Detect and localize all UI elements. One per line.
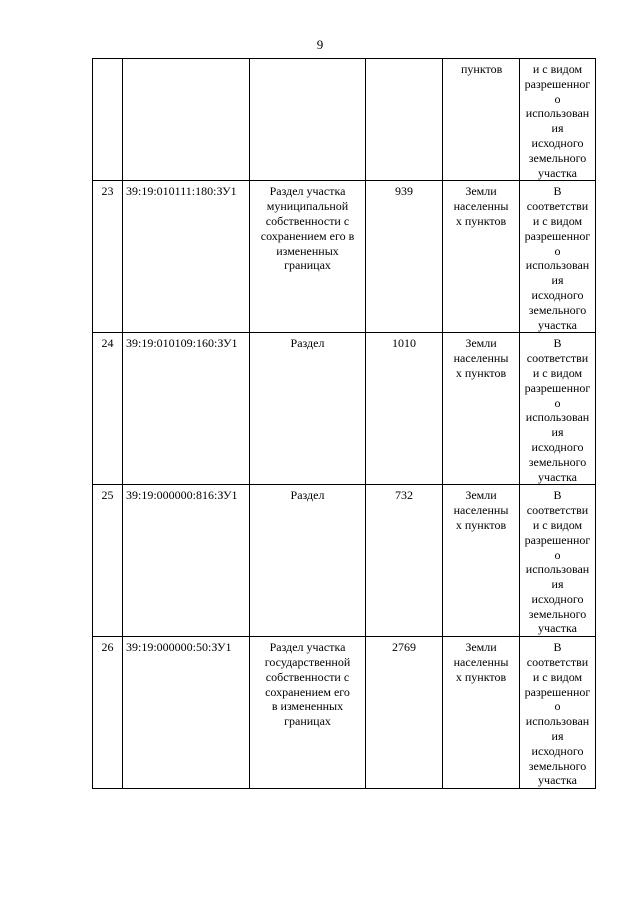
permitted-use-cell-text: В соответстви и с видом разрешенног о использован ия исходного земельного участка [524, 336, 591, 484]
area-cell [366, 181, 443, 333]
area-cell [366, 485, 443, 637]
cadastral-number-cell-text: 39:19:000000:816:ЗУ1 [126, 488, 238, 503]
cadastral-number-cell-text: 39:19:000000:50:ЗУ1 [126, 640, 232, 655]
description-cell [250, 181, 366, 333]
land-category-cell [443, 333, 520, 485]
area-cell [366, 59, 443, 181]
land-category-cell [443, 485, 520, 637]
cadastral-number-cell [123, 485, 250, 637]
table-body [93, 59, 596, 789]
area-cell-text: 1010 [392, 336, 416, 351]
permitted-use-cell [520, 181, 596, 333]
row-number-cell [93, 59, 123, 181]
land-category-cell-text: Земли населенны х пунктов [453, 488, 509, 532]
land-category-cell-text: Земли населенны х пунктов [453, 184, 509, 228]
row-number-cell [93, 485, 123, 637]
table-row [93, 637, 596, 789]
land-category-cell-text: Земли населенны х пунктов [453, 640, 509, 684]
table-row [93, 485, 596, 637]
description-cell-text: Раздел участка государственной собственности с сохранением его в измененных границах [264, 640, 351, 729]
row-number-cell-text: 25 [101, 488, 114, 503]
land-plots-table [92, 58, 596, 789]
description-cell [250, 637, 366, 789]
description-cell [250, 485, 366, 637]
land-category-cell [443, 637, 520, 789]
permitted-use-cell [520, 59, 596, 181]
area-cell-text: 2769 [392, 640, 416, 655]
row-number-cell [93, 333, 123, 485]
area-cell-text: 939 [395, 184, 413, 199]
page-number: 9 [316, 37, 324, 52]
permitted-use-cell-text: В соответстви и с видом разрешенног о использован ия исходного земельного участка [524, 184, 591, 332]
table-row [93, 333, 596, 485]
land-category-cell-text: Земли населенны х пунктов [453, 336, 509, 380]
permitted-use-cell-text: В соответстви и с видом разрешенног о использован ия исходного земельного участка [524, 488, 591, 636]
area-cell-text: 732 [395, 488, 413, 503]
cadastral-number-cell [123, 59, 250, 181]
description-cell [250, 333, 366, 485]
permitted-use-cell-text: В соответстви и с видом разрешенног о использован ия исходного земельного участка [524, 640, 591, 788]
permitted-use-cell [520, 637, 596, 789]
cadastral-number-cell [123, 181, 250, 333]
cadastral-number-cell [123, 333, 250, 485]
row-number-cell [93, 181, 123, 333]
cadastral-number-cell [123, 637, 250, 789]
table-row [93, 181, 596, 333]
table-row [93, 59, 596, 181]
permitted-use-cell [520, 333, 596, 485]
cadastral-number-cell-text: 39:19:010109:160:ЗУ1 [126, 336, 238, 351]
land-category-cell-text: пунктов [461, 62, 503, 76]
row-number-cell-text: 26 [101, 640, 114, 655]
row-number-cell [93, 637, 123, 789]
cadastral-number-cell-text: 39:19:010111:180:ЗУ1 [126, 184, 237, 199]
description-cell [250, 59, 366, 181]
row-number-cell-text: 23 [101, 184, 114, 199]
area-cell [366, 637, 443, 789]
row-number-cell-text: 24 [101, 336, 114, 351]
permitted-use-cell [520, 485, 596, 637]
description-cell-text: Раздел [290, 488, 325, 503]
description-cell-text: Раздел [290, 336, 325, 351]
area-cell [366, 333, 443, 485]
permitted-use-cell-text: и с видом разрешенног о использован ия исходного земельного участка [524, 62, 591, 180]
land-category-cell [443, 59, 520, 181]
land-category-cell [443, 181, 520, 333]
description-cell-text: Раздел участка муниципальной собственности с сохранением его в измененных границах [260, 184, 355, 273]
